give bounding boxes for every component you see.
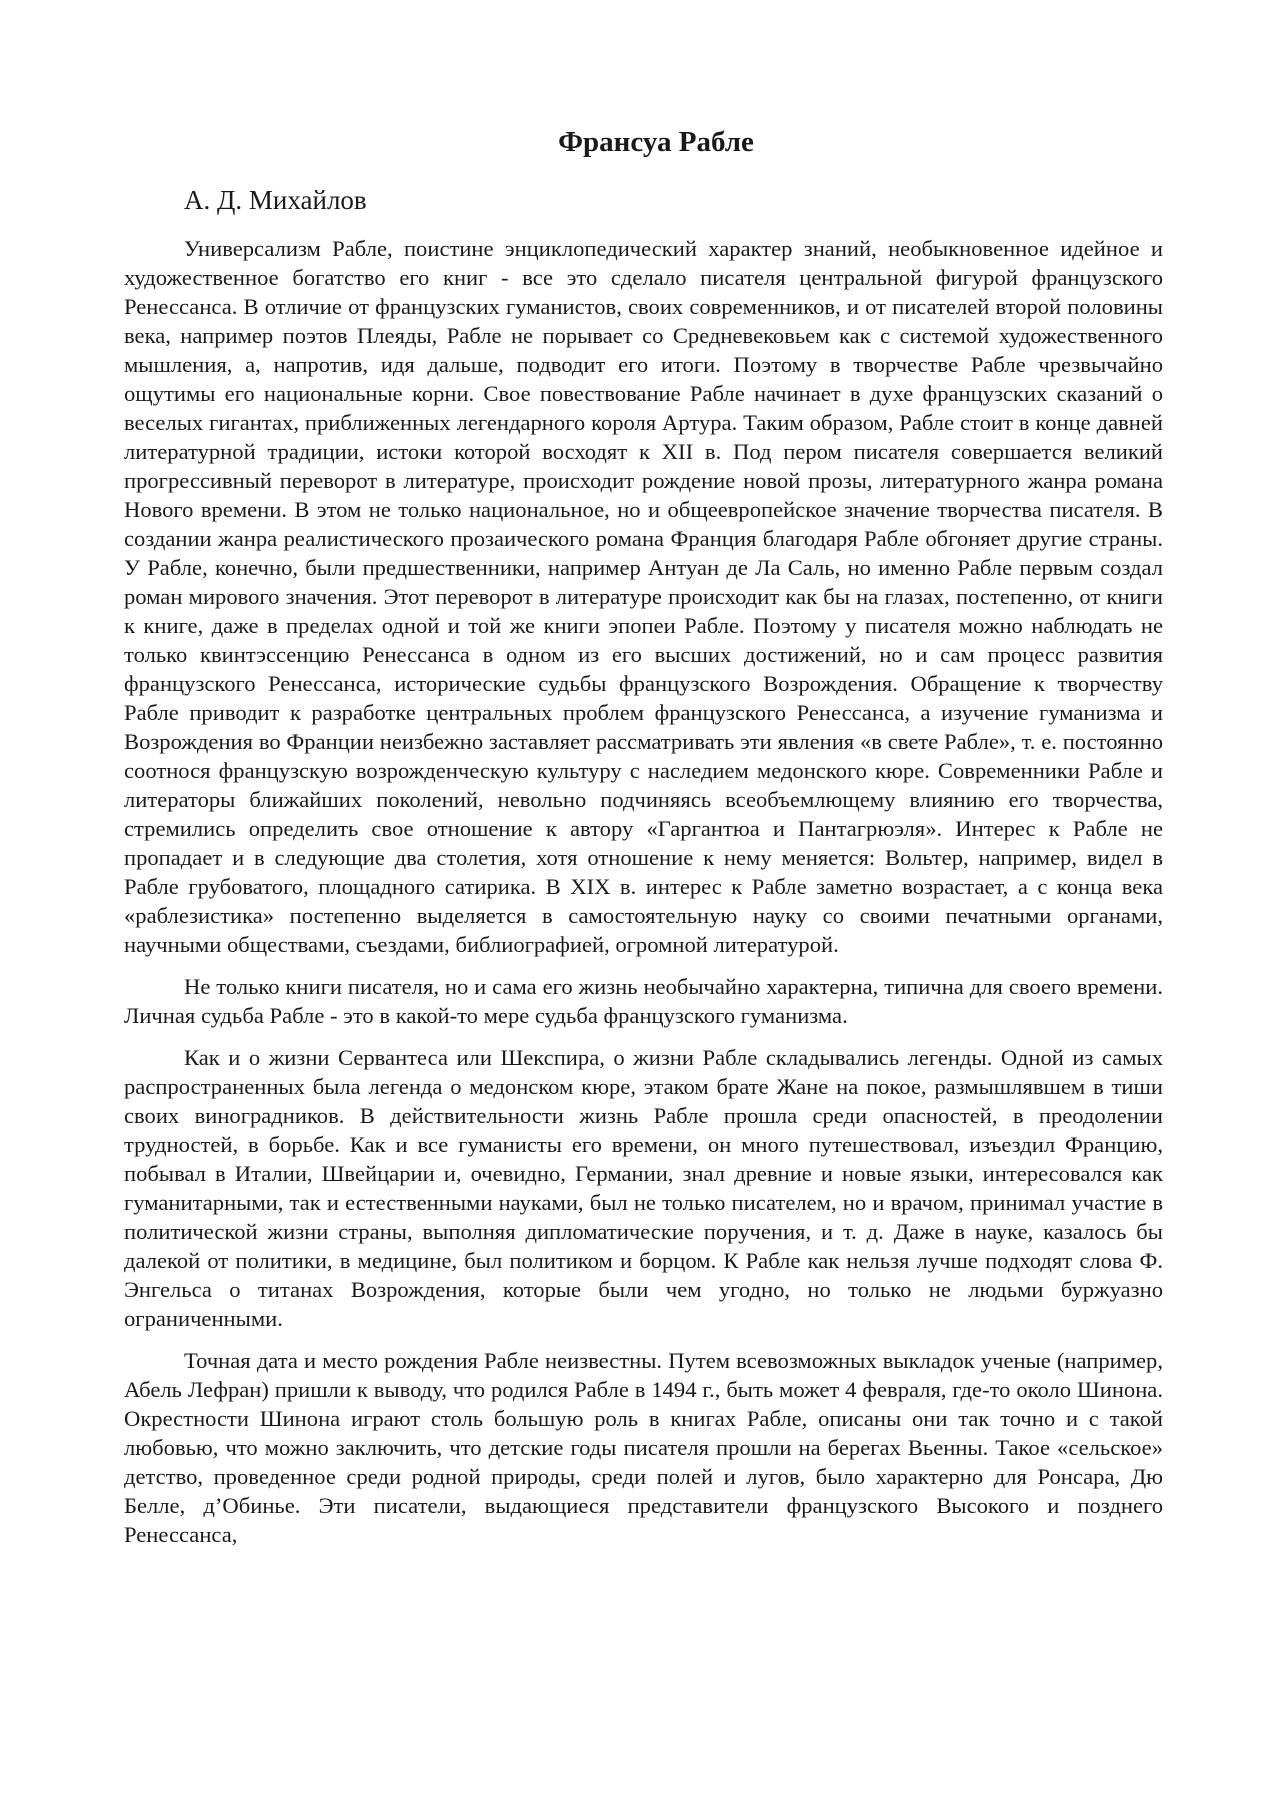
document-author: А. Д. Михайлов: [184, 185, 367, 215]
paragraph-1: Универсализм Рабле, поистине энциклопедический характер знаний, необыкновенное идейное и художественное богатство его книг - все это сделало писателя центральной фигурой французского Ренессанса. В отличие от французских гуманистов, своих современников, и от писателей второй половины века, например поэтов Плеяды, Рабле не порывает со Средневековьем как с системой художественного мышления, а, напротив, идя дальше, подводит его итоги. Поэтому в творчестве Рабле чрезвычайно ощутимы его национальные корни. Свое повествование Рабле начинает в духе французских сказаний о веселых гигантах, приближенных легендарного короля Артура. Таким образом, Рабле стоит в конце давней литературной традиции, истоки которой восходят к XII в. Под пером писателя совершается великий прогрессивный переворот в литературе, происходит рождение новой прозы, литературного жанра романа Нового времени. В этом не только национальное, но и общеевропейское значение творчества писателя. В создании жанра реалистического прозаического романа Франция благодаря Рабле обгоняет другие страны. У Рабле, конечно, были предшественники, например Антуан де Ла Саль, но именно Рабле первым создал роман мирового значения. Этот переворот в литературе происходит как бы на глазах, постепенно, от книги к книге, даже в пределах одной и той же книги эпопеи Рабле. Поэтому у писателя можно наблюдать не только квинтэссенцию Ренессанса в одном из его высших достижений, но и сам процесс развития французского Ренессанса, исторические судьбы французского Возрождения. Обращение к творчеству Рабле приводит к разработке центральных проблем французского Ренессанса, а изучение гуманизма и Возрождения во Франции неизбежно заставляет рассматривать эти явления «в свете Рабле», т. е. постоянно соотнося французскую возрожденческую культуру с наследием медонского кюре. Современники Рабле и литераторы ближайших поколений, невольно подчиняясь всеобъемлющему влиянию его творчества, стремились определить свое отношение к автору «Гаргантюа и Пантагрюэля». Интерес к Рабле не пропадает и в следующие два столетия, хотя отношение к нему меняется: Вольтер, например, видел в Рабле грубоватого, площадного сатирика. В XIX в. интерес к Рабле заметно возрастает, а с конца века «раблезистика» постепенно выделяется в самостоятельную науку со своими печатными органами, научными обществами, съездами, библиографией, огромной литературой.: [124, 236, 1163, 957]
document-title: Франсуа Рабле: [558, 126, 754, 158]
paragraph-2: Не только книги писателя, но и сама его жизнь необычайно характерна, типична для своего времени. Личная судьба Рабле - это в какой-то мере судьба французского гуманизма.: [124, 974, 1163, 1028]
paragraph-4: Точная дата и место рождения Рабле неизвестны. Путем всевозможных выкладок ученые (например, Абель Лефран) пришли к выводу, что родился Рабле в 1494 г., быть может 4 февраля, где-то около Шинона. Окрестности Шинона играют столь большую роль в книгах Рабле, описаны они так точно и с такой любовью, что можно заключить, что детские годы писателя прошли на берегах Вьенны. Такое «сельское» детство, проведенное среди родной природы, среди полей и лугов, было характерно для Ронсара, Дю Белле, д’Обинье. Эти писатели, выдающиеся представители французского Высокого и позднего Ренессанса,: [124, 1348, 1163, 1547]
paragraph-3: Как и о жизни Сервантеса или Шекспира, о жизни Рабле складывались легенды. Одной из самых распространенных была легенда о медонском кюре, этаком брате Жане на покое, размышлявшем в тиши своих виноградников. В действительности жизнь Рабле прошла среди опасностей, в преодолении трудностей, в борьбе. Как и все гуманисты его времени, он много путешествовал, изъездил Францию, побывал в Италии, Швейцарии и, очевидно, Германии, знал древние и новые языки, интересовался как гуманитарными, так и естественными науками, был не только писателем, но и врачом, принимал участие в политической жизни страны, выполняя дипломатические поручения, и т. д. Даже в науке, казалось бы далекой от политики, в медицине, был политиком и борцом. К Рабле как нельзя лучше подходят слова Ф. Энгельса о титанах Возрождения, которые были чем угодно, но только не людьми буржуазно ограниченными.: [124, 1045, 1163, 1331]
